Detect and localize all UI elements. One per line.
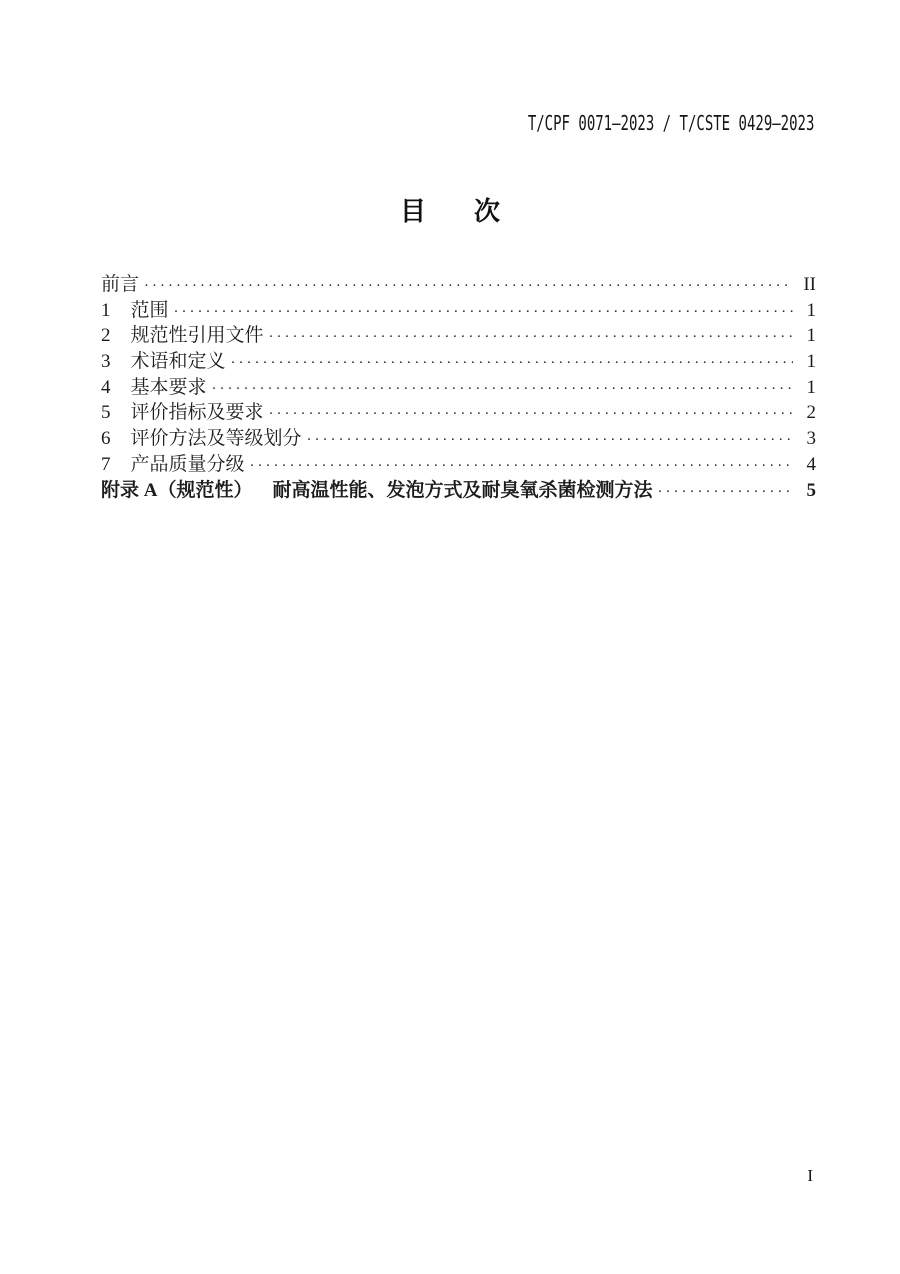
dot-leader bbox=[231, 349, 793, 377]
toc-entry-normative-references bbox=[101, 323, 816, 349]
toc-entry-label: 评价指标及要求 bbox=[130, 402, 264, 424]
toc-list bbox=[101, 272, 816, 503]
toc-entry-page: 1 bbox=[806, 299, 816, 321]
toc-entry-foreword bbox=[101, 272, 816, 298]
footer-page-number: I bbox=[807, 1166, 813, 1185]
toc-entry-number: 2 bbox=[101, 325, 111, 347]
toc-entry-number: 附录 A（规范性） bbox=[101, 479, 253, 501]
toc-entry-page: 2 bbox=[806, 402, 816, 424]
toc-entry-appendix-a bbox=[101, 478, 816, 504]
toc-entry-product-quality-grading bbox=[101, 452, 816, 478]
toc-entry-page: II bbox=[803, 274, 816, 295]
dot-leader bbox=[307, 426, 793, 454]
dot-leader bbox=[250, 452, 793, 480]
toc-entry-page: 3 bbox=[806, 428, 816, 450]
toc-entry-terms-definitions bbox=[101, 349, 816, 375]
toc-page-title: 目 次 bbox=[399, 197, 511, 226]
toc-entry-scope bbox=[101, 298, 816, 324]
toc-entry-page: 4 bbox=[806, 453, 816, 475]
toc-entry-label: 基本要求 bbox=[130, 376, 207, 398]
toc-entry-evaluation-methods bbox=[101, 426, 816, 452]
toc-entry-page: 1 bbox=[806, 351, 816, 373]
toc-entry-label: 产品质量分级 bbox=[130, 453, 245, 475]
toc-entry-number: 3 bbox=[101, 351, 111, 373]
toc-entry-number: 1 bbox=[101, 299, 111, 321]
dot-leader bbox=[269, 323, 793, 351]
toc-entry-number: 7 bbox=[101, 453, 111, 475]
standard-code-header: T/CPF 0071—2023 / T/CSTE 0429—2023 bbox=[527, 111, 814, 135]
toc-entry-label: 评价方法及等级划分 bbox=[130, 428, 302, 450]
toc-entry-number: 4 bbox=[101, 376, 111, 398]
toc-entry-label: 前言 bbox=[101, 274, 140, 295]
toc-entry-page: 1 bbox=[806, 376, 816, 398]
toc-entry-label: 范围 bbox=[130, 299, 169, 321]
toc-entry-evaluation-indicators bbox=[101, 400, 816, 426]
toc-entry-basic-requirements bbox=[101, 375, 816, 401]
toc-entry-page: 5 bbox=[806, 479, 816, 501]
toc-entry-page: 1 bbox=[806, 325, 816, 347]
dot-leader bbox=[269, 400, 793, 428]
toc-entry-label: 耐高温性能、发泡方式及耐臭氧杀菌检测方法 bbox=[272, 479, 653, 501]
toc-entry-label: 规范性引用文件 bbox=[130, 325, 264, 347]
dot-leader bbox=[212, 375, 793, 403]
dot-leader bbox=[658, 478, 794, 506]
toc-entry-number: 5 bbox=[101, 402, 111, 424]
toc-entry-label: 术语和定义 bbox=[130, 351, 226, 373]
dot-leader bbox=[144, 272, 793, 300]
toc-entry-number: 6 bbox=[101, 428, 111, 450]
dot-leader bbox=[174, 298, 793, 326]
